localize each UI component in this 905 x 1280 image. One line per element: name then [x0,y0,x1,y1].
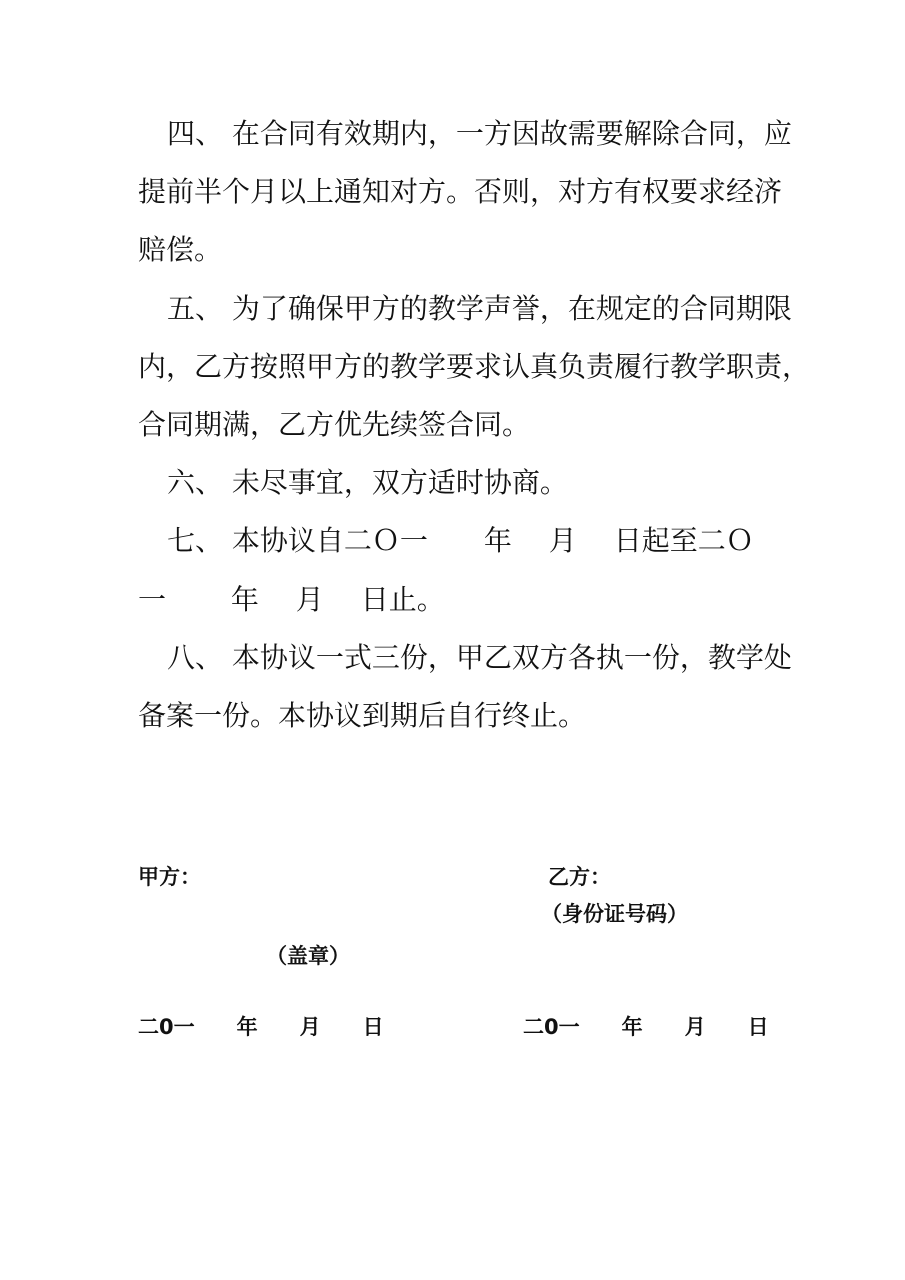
clause-8-line-1: 八、 本协议一式三份，甲乙双方各执一份，教学处 [167,641,792,674]
party-b-id-number: （身份证号码） [541,902,688,926]
clause-4-line-2: 提前半个月以上通知对方。否则，对方有权要求经济 [138,175,783,208]
clause-8-line-2: 备案一份。本协议到期后自行终止。 [138,699,587,732]
party-a-seal: （盖章） [266,944,350,968]
party-b-date: 二0一 年 月 日 [523,1015,769,1039]
clause-4-line-1: 四、 在合同有效期内，一方因故需要解除合同，应 [167,117,792,150]
clause-7-line-1: 七、 本协议自二Ｏ一 年 月 日起至二Ｏ [167,524,754,557]
clause-5-line-3: 合同期满，乙方优先续签合同。 [138,408,531,441]
party-a-date: 二0一 年 月 日 [138,1015,384,1039]
clause-6-line-1: 六、 未尽事宜，双方适时协商。 [167,466,568,499]
clause-5-line-2: 内，乙方按照甲方的教学要求认真负责履行教学职责， [138,350,811,383]
clause-5-line-1: 五、 为了确保甲方的教学声誉，在规定的合同期限 [167,292,792,325]
clause-7-line-2: 一 年 月 日止。 [138,583,445,616]
party-b-label: 乙方： [548,865,611,889]
clause-4-line-3: 赔偿。 [138,233,223,266]
party-a-label: 甲方： [138,865,201,889]
